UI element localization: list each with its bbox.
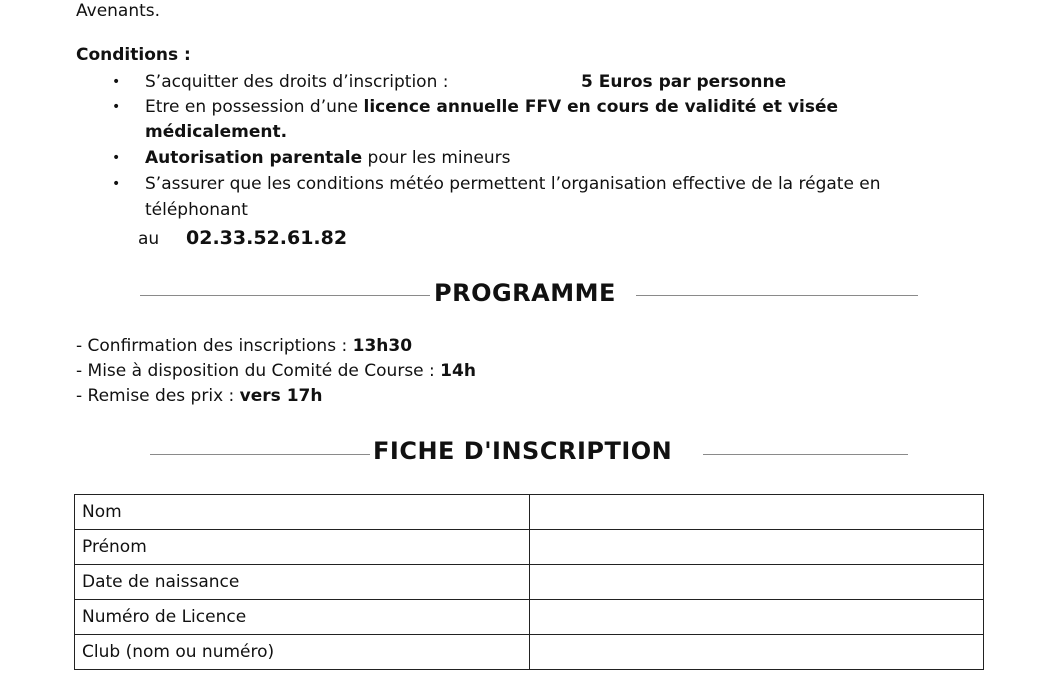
- row-input-licence[interactable]: [530, 600, 984, 635]
- condition-item-4-line-1: S’assurer que les conditions météo permettent l’organisation effective de la régate en: [145, 174, 881, 194]
- programme-item-value: 13h30: [352, 336, 413, 356]
- bullet-icon: •: [112, 74, 121, 90]
- table-row: [75, 565, 984, 600]
- row-label: Prénom: [75, 530, 530, 565]
- row-input-prenom[interactable]: [530, 530, 984, 565]
- table-row: [75, 495, 984, 530]
- programme-item-value: 14h: [440, 361, 476, 381]
- programme-item: [76, 385, 322, 407]
- row-label: Nom: [75, 495, 530, 530]
- row-label: Numéro de Licence: [75, 600, 530, 635]
- bullet-icon: •: [112, 150, 121, 166]
- condition-item-3: [145, 147, 510, 169]
- condition-item-1-text: S’acquitter des droits d’inscription :: [145, 72, 449, 92]
- condition-item-1-value: 5 Euros par personne: [581, 72, 787, 92]
- phone-prefix: au: [138, 229, 160, 249]
- table-row: [75, 635, 984, 670]
- programme-title: PROGRAMME: [434, 279, 616, 307]
- avenants-text: Avenants.: [76, 1, 161, 21]
- fiche-title: FICHE D'INSCRIPTION: [373, 437, 673, 465]
- table-row: [75, 600, 984, 635]
- conditions-heading: Conditions :: [76, 45, 191, 65]
- programme-item: [76, 360, 476, 382]
- condition-item-3-bold: Autorisation parentale: [145, 148, 363, 168]
- row-label: Club (nom ou numéro): [75, 635, 530, 670]
- condition-item-3-text: pour les mineurs: [362, 148, 511, 168]
- table-row: [75, 530, 984, 565]
- registration-table: [74, 494, 984, 670]
- phone-number: 02.33.52.61.82: [186, 227, 348, 249]
- row-input-club[interactable]: [530, 635, 984, 670]
- condition-item-4-line-2: téléphonant: [145, 200, 248, 220]
- programme-separator-left: [140, 295, 430, 296]
- condition-item-2-bold: licence annuelle FFV en cours de validité et visée: [363, 97, 839, 117]
- programme-item-label: - Remise des prix :: [76, 386, 240, 406]
- fiche-separator-left: [150, 454, 370, 455]
- programme-item-label: - Mise à disposition du Comité de Course :: [76, 361, 441, 381]
- programme-item-label: - Confirmation des inscriptions :: [76, 336, 353, 356]
- condition-item-2-text: Etre en possession d’une: [145, 97, 364, 117]
- row-input-nom[interactable]: [530, 495, 984, 530]
- fiche-separator-right: [703, 454, 908, 455]
- row-label: Date de naissance: [75, 565, 530, 600]
- bullet-icon: •: [112, 99, 121, 115]
- programme-item-value: vers 17h: [239, 386, 323, 406]
- row-input-date-naissance[interactable]: [530, 565, 984, 600]
- condition-item-2-line-1: [145, 96, 838, 118]
- bullet-icon: •: [112, 176, 121, 192]
- condition-item-2-line-2: médicalement.: [145, 122, 288, 142]
- programme-item: [76, 335, 412, 357]
- programme-separator-right: [636, 295, 918, 296]
